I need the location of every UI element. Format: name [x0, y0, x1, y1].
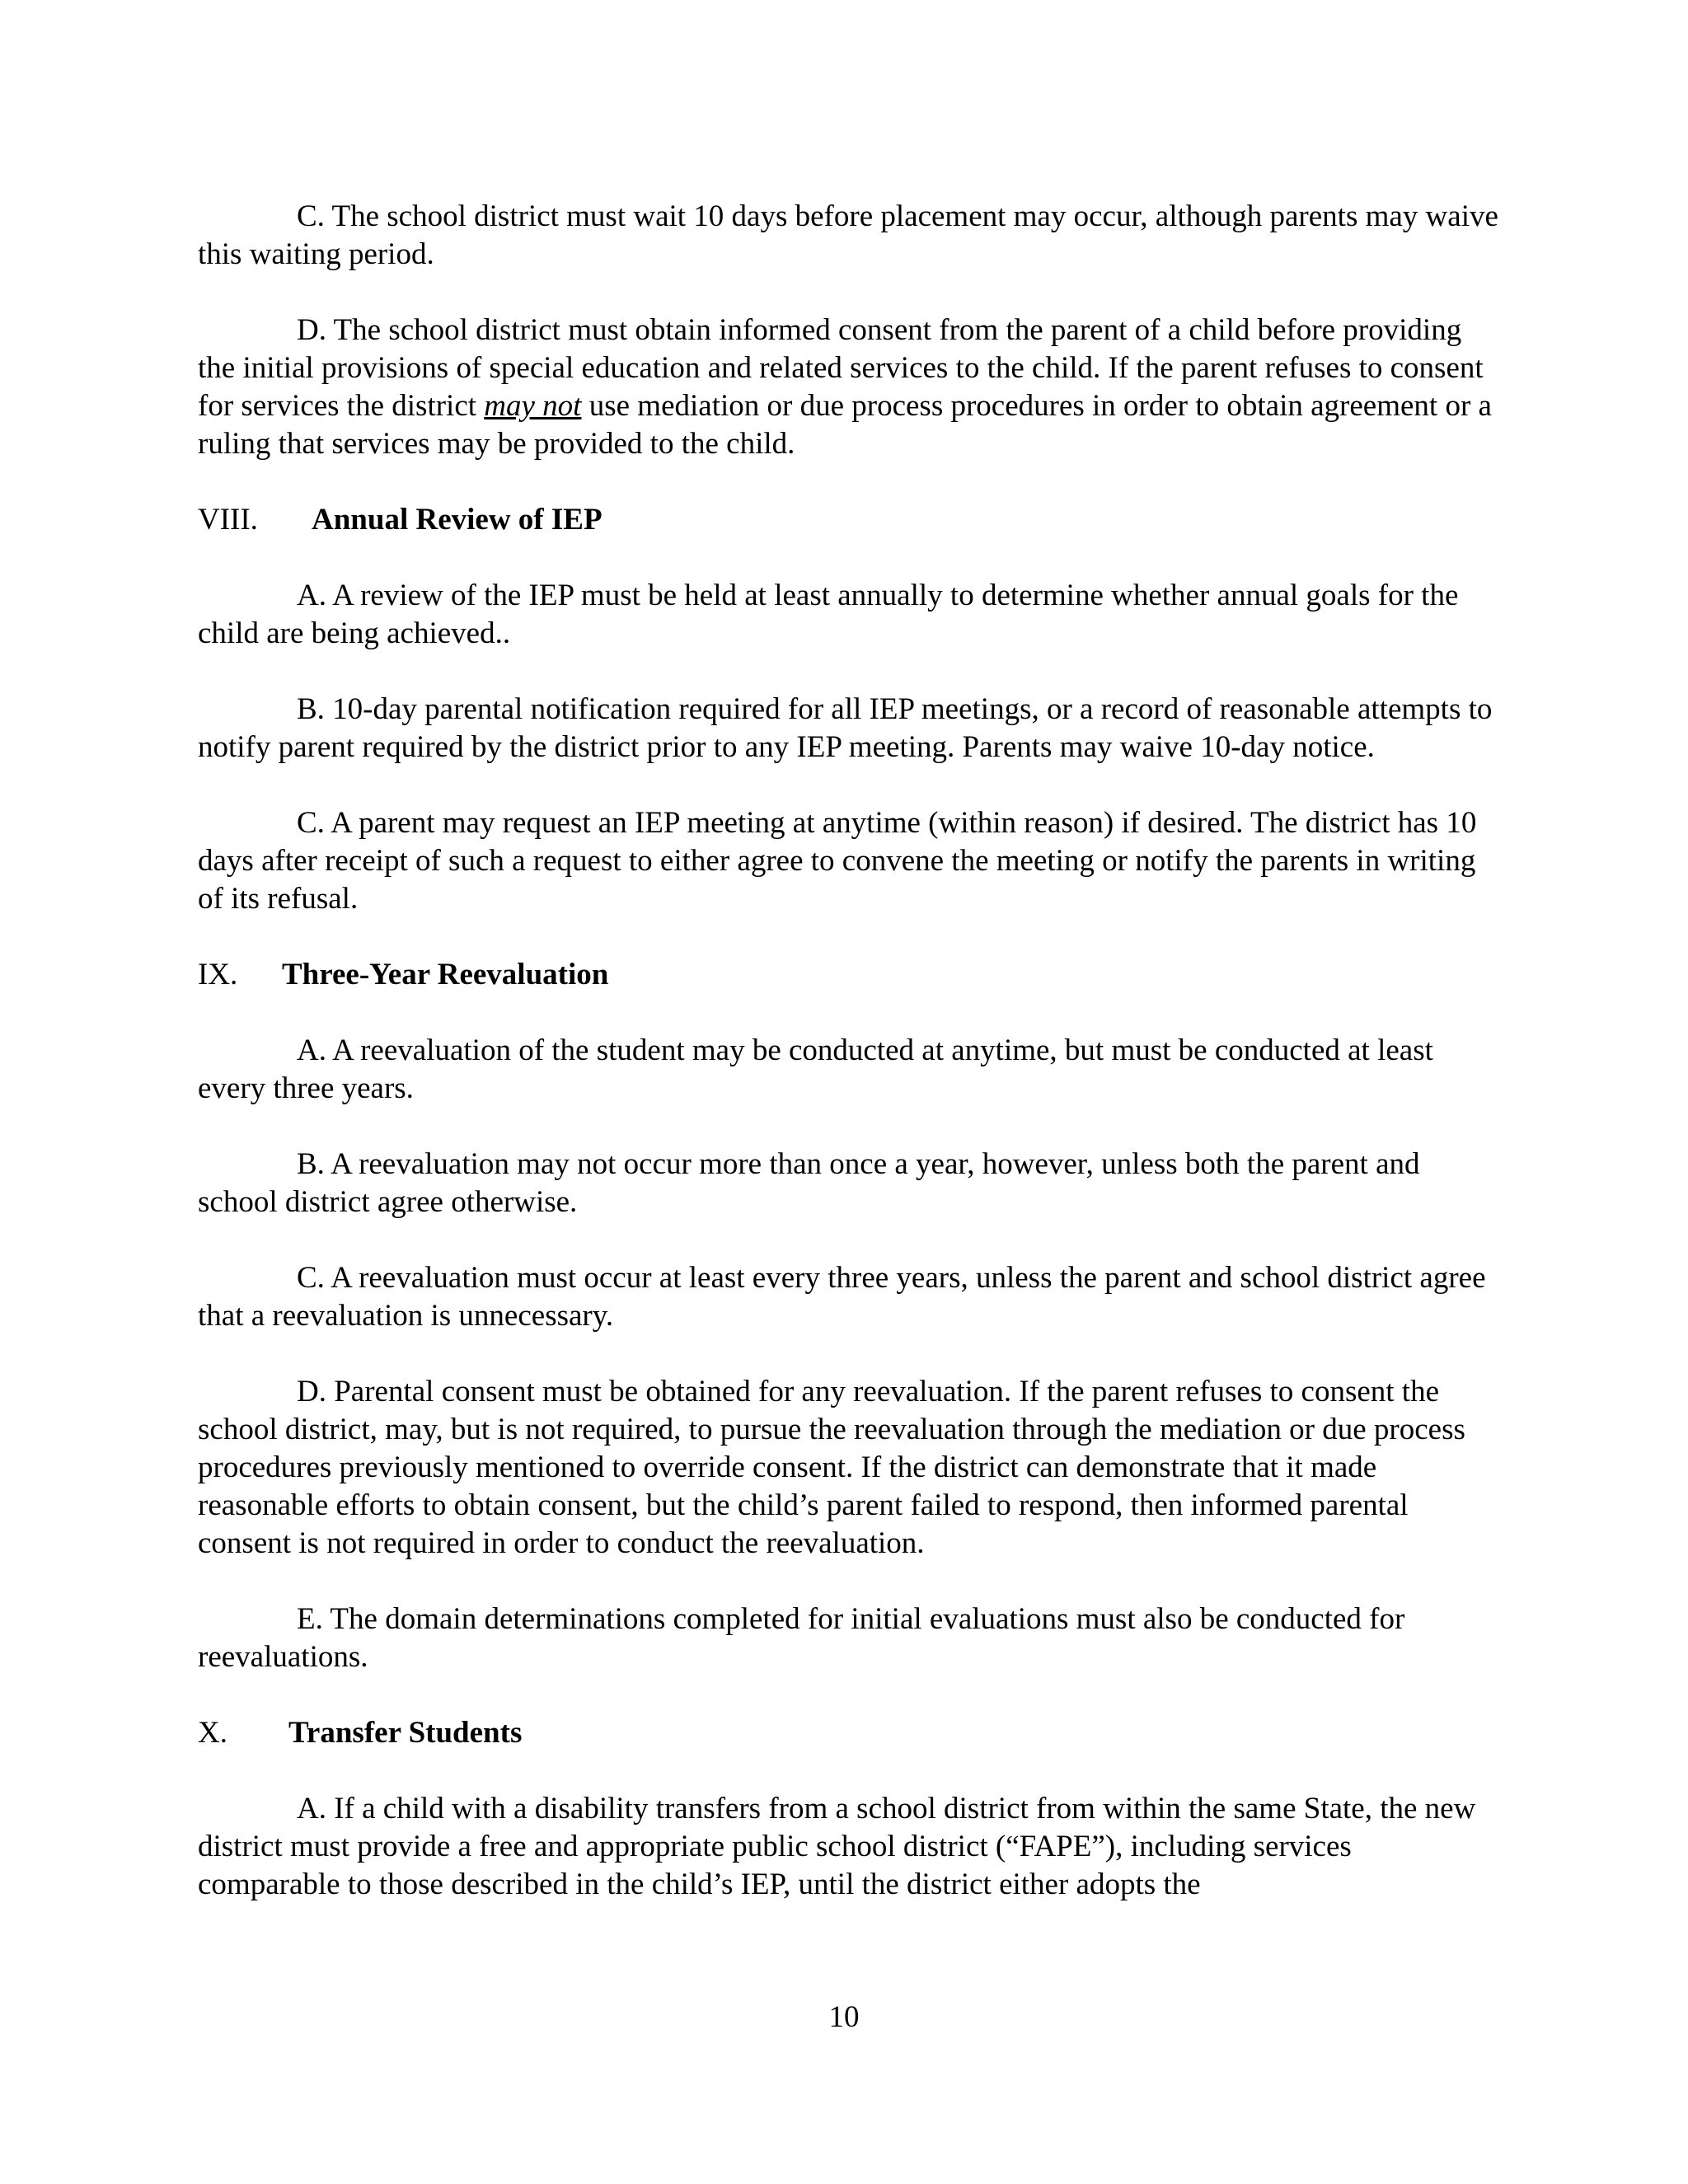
paragraph-ix-e: E. The domain determinations completed for initial evaluations must also be conducted for reevaluations. [198, 1602, 1405, 1674]
section-number-ix: IX. [198, 958, 238, 991]
section-heading-viii [198, 501, 1500, 539]
paragraph-x-a: A. If a child with a disability transfers from a school district from within the same State, the new district must provide a free and appropriate public school district (“FAPE”), including services comparable to those described in the child’s IEP, until the district either adopts the [198, 1792, 1476, 1901]
section-title-viii: Annual Review of IEP [312, 503, 603, 537]
paragraph-viii-b: B. 10-day parental notification required for all IEP meetings, or a record of reasonable attempts to notify parent required by the district prior to any IEP meeting. Parents may waive 10-day notice. [198, 692, 1493, 764]
paragraph-ix-b: B. A reevaluation may not occur more than once a year, however, unless both the parent and school district agree otherwise. [198, 1147, 1420, 1219]
paragraph-ix-c: C. A reevaluation must occur at least every three years, unless the parent and school district agree that a reevaluation is unnecessary. [198, 1261, 1486, 1333]
section-heading-x [198, 1714, 1500, 1752]
section-number-x: X. [198, 1716, 227, 1750]
paragraph-ix-a: A. A reevaluation of the student may be conducted at anytime, but must be conducted at least every three years. [198, 1033, 1433, 1105]
section-heading-ix [198, 956, 1500, 994]
paragraph-viii-c: C. A parent may request an IEP meeting at anytime (within reason) if desired. The district has 10 days after receipt of such a request to either agree to convene the meeting or notify the parents in writing of its refusal. [198, 806, 1477, 916]
paragraph-vii-d-text-1: D. The school district must obtain informed consent from the parent of a child before providing the initial provisions of special education and related services to the child. If the parent refuses to consent for services the district [198, 313, 1484, 423]
section-title-x: Transfer Students [288, 1716, 523, 1750]
paragraph-viii-a: A. A review of the IEP must be held at least annually to determine whether annual goals for the child are being achieved.. [198, 579, 1459, 650]
page-number: 10 [828, 2000, 860, 2034]
paragraph-vii-d [198, 312, 1500, 463]
emphasis-may-not: may not [484, 389, 582, 423]
section-number-viii: VIII. [198, 503, 258, 537]
paragraph-vii-d-text-2: use mediation or due process procedures in order to obtain agreement or a ruling that services may be provided to the child. [198, 389, 1492, 461]
section-title-ix: Three-Year Reevaluation [282, 958, 609, 991]
document-body [198, 198, 1500, 1942]
paragraph-ix-d: D. Parental consent must be obtained for any reevaluation. If the parent refuses to consent the school district, may, but is not required, to pursue the reevaluation through the mediation or due process procedures previously mentioned to override consent. If the district can demonstrate that it made reasonable efforts to obtain consent, but the child’s parent failed to respond, then informed parental consent is not required in order to conduct the reevaluation. [198, 1375, 1465, 1560]
paragraph-vii-c: C. The school district must wait 10 days before placement may occur, although parents may waive this waiting period. [198, 199, 1498, 271]
